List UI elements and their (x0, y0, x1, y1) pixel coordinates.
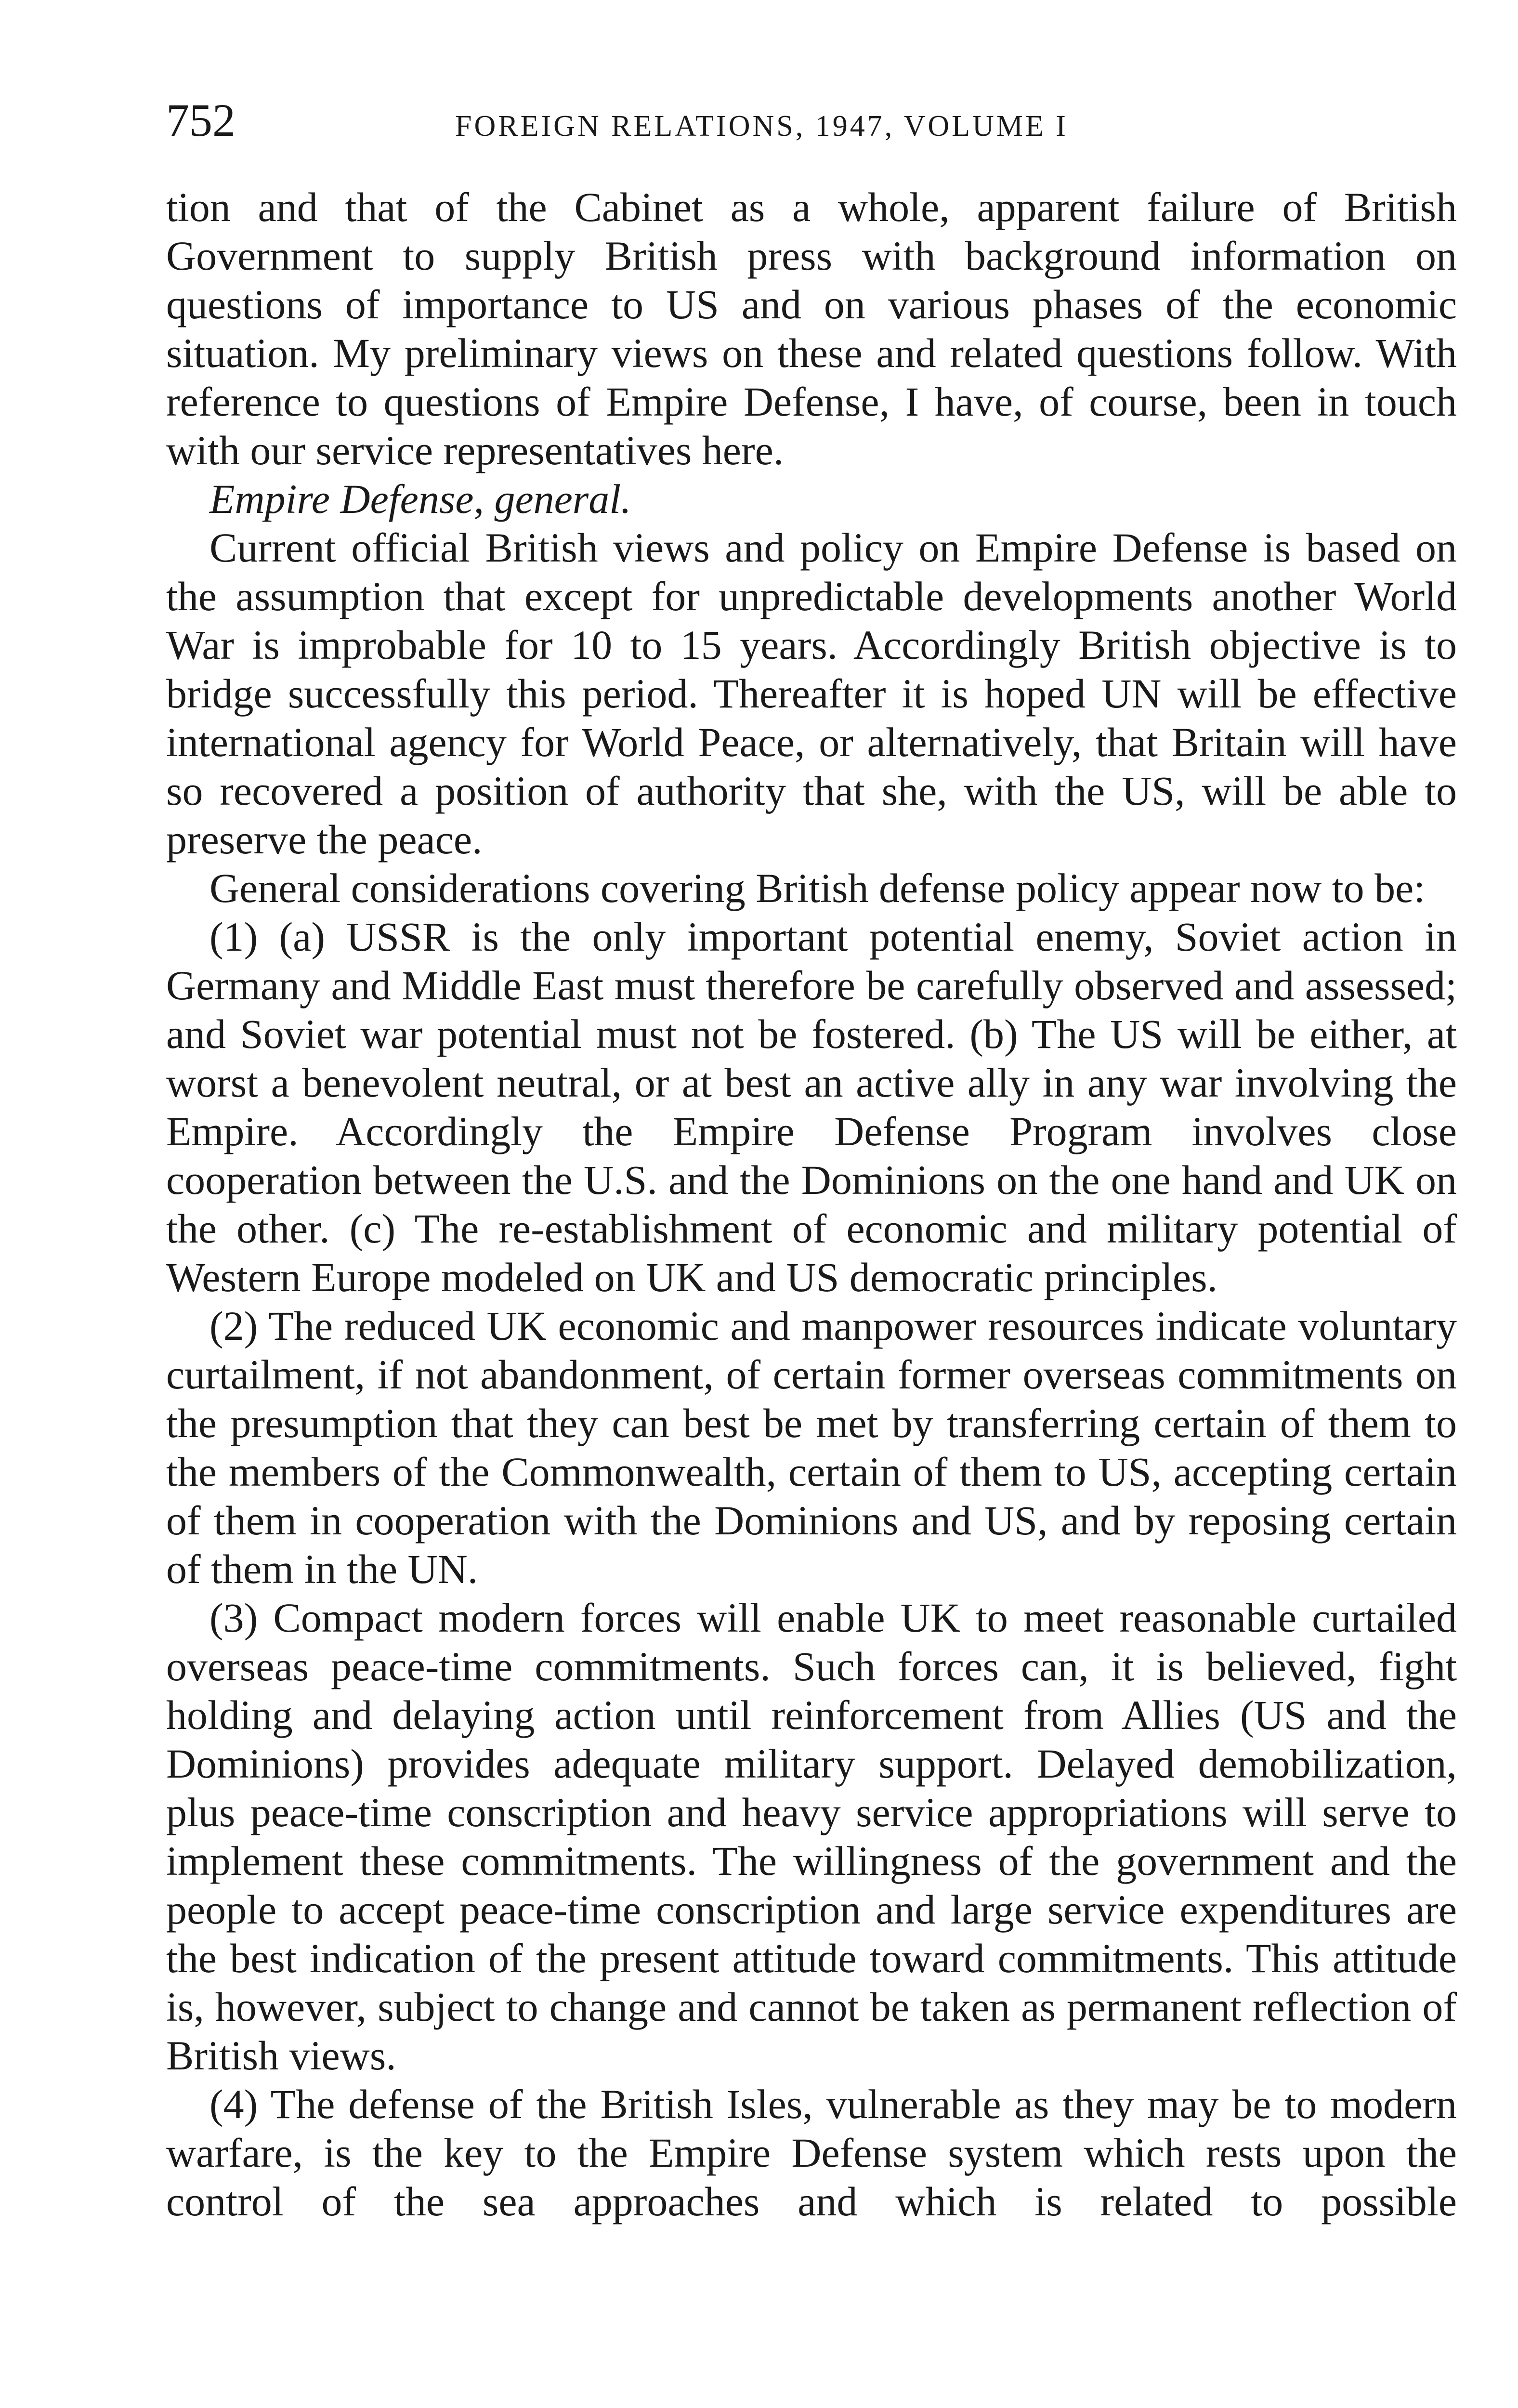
page-number: 752 (166, 94, 236, 146)
page-header (166, 94, 1457, 147)
body-text (166, 183, 1457, 2226)
paragraph-official-views: Current official British views and policy on Empire Defense is based on the assumption that except for unpredictable developments another World War is improbable for 10 to 15 years. Accordingly British objective is to bridge successfully this period. Thereafter it is hoped UN will be effective international agency for World Peace, or alternatively, that Britain will have so recovered a position of authority that she, with the US, will be able to preserve the peace. (166, 524, 1457, 863)
paragraph-general-considerations: General considerations covering British defense policy appear now to be: (209, 865, 1426, 911)
paragraph-point-2: (2) The reduced UK economic and manpower resources indicate voluntary curtailment, if not abandonment, of certain former overseas commitments on the presumption that they can best be met by transferring certain of them to the members of the Commonwealth, certain of them to US, accepting certain of them in cooperation with the Dominions and US, and by reposing certain of them in the UN. (166, 1303, 1457, 1592)
paragraph-continuation: tion and that of the Cabinet as a whole, apparent failure of British Government to supply British press with background information on questions of importance to US and on various phases of the economic situation. My preliminary views on these and related questions follow. With reference to questions of Empire Defense, I have, of course, been in touch with our service representatives here. (166, 184, 1457, 473)
running-head: FOREIGN RELATIONS, 1947, VOLUME I (455, 110, 1068, 143)
paragraph-point-4: (4) The defense of the British Isles, vulnerable as they may be to modern warfare, is the key to the Empire Defense system which rests upon the control of the sea approaches and which is related to possible (166, 2081, 1457, 2225)
section-heading-empire-defense: Empire Defense, general. (209, 476, 631, 522)
paragraph-point-3: (3) Compact modern forces will enable UK to meet reasonable curtailed overseas peace-time commitments. Such forces can, it is believed, fight holding and delaying action until reinforcement from Allies (US and the Dominions) provides adequate military support. Delayed demobilization, plus peace-time conscription and heavy service appropriations will serve to implement these commitments. The willingness of the government and the people to accept peace-time conscription and large service expenditures are the best indication of the present attitude toward commitments. This attitude is, however, subject to change and cannot be taken as permanent reflection of British views. (166, 1595, 1457, 2079)
paragraph-point-1: (1) (a) USSR is the only important potential enemy, Soviet action in Germany and Middle East must therefore be carefully observed and assessed; and Soviet war potential must not be fostered. (b) The US will be either, at worst a benevolent neutral, or at best an active ally in any war involving the Empire. Accordingly the Empire Defense Program involves close cooperation between the U.S. and the Dominions on the one hand and UK on the other. (c) The re-establishment of economic and military potential of Western Europe modeled on UK and US democratic principles. (166, 914, 1457, 1300)
